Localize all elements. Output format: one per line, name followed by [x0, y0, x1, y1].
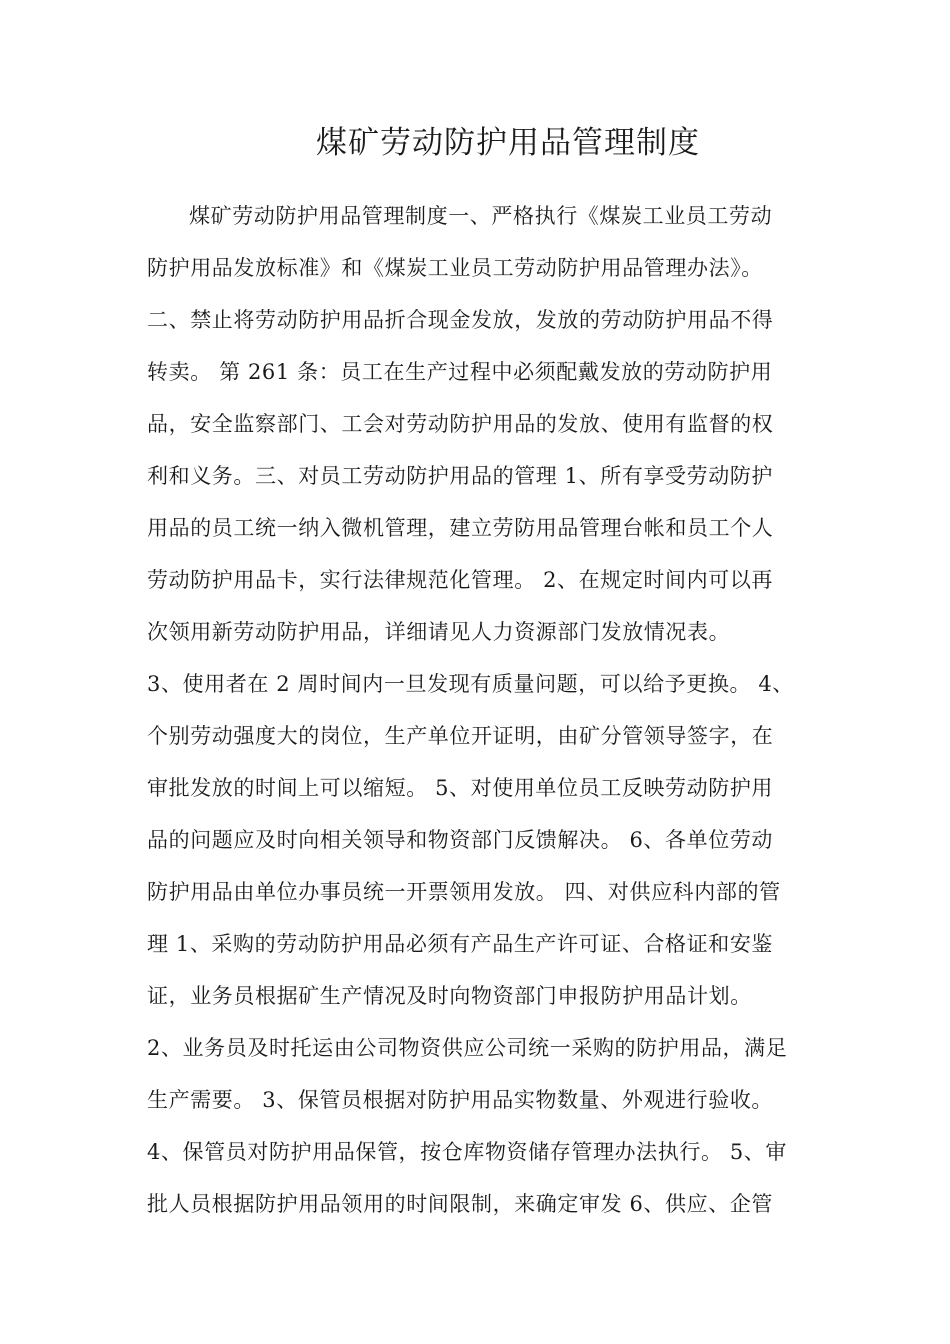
- body-line: 个别劳动强度大的岗位，生产单位开证明，由矿分管领导签字，在: [147, 724, 774, 748]
- body-line: 转卖。 第 261 条：员工在生产过程中必须配戴发放的劳动防护用: [147, 360, 773, 384]
- body-line: 防护用品由单位办事员统一开票领用发放。 四、对供应科内部的管: [147, 880, 781, 904]
- body-line: 利和义务。三、对员工劳动防护用品的管理 1、所有享受劳动防护: [147, 464, 774, 488]
- body-line: 理 1、采购的劳动防护用品必须有产品生产许可证、合格证和安鉴: [147, 932, 774, 956]
- body-line: 用品的员工统一纳入微机管理，建立劳防用品管理台帐和员工个人: [147, 516, 774, 540]
- body-line: 煤矿劳动防护用品管理制度一、严格执行《煤炭工业员工劳动: [189, 204, 773, 228]
- document-title: 煤矿劳动防护用品管理制度: [316, 125, 700, 161]
- body-line: 4、保管员对防护用品保管，按仓库物资储存管理办法执行。 5、审: [147, 1140, 787, 1164]
- body-line: 品，安全监察部门、工会对劳动防护用品的发放、使用有监督的权: [147, 412, 774, 436]
- body-line: 3、使用者在 2 周时间内一旦发现有质量问题，可以给予更换。 4、: [147, 672, 794, 696]
- body-line: 批人员根据防护用品领用的时间限制，来确定审发 6、供应、企管: [147, 1192, 774, 1216]
- body-line: 二、禁止将劳动防护用品折合现金发放，发放的劳动防护用品不得: [147, 308, 774, 332]
- body-line: 防护用品发放标准》和《煤炭工业员工劳动防护用品管理办法》。: [147, 256, 763, 280]
- body-line: 品的问题应及时向相关领导和物资部门反馈解决。 6、各单位劳动: [147, 828, 774, 852]
- body-line: 次领用新劳动防护用品，详细请见人力资源部门发放情况表。: [147, 620, 731, 644]
- body-line: 证，业务员根据矿生产情况及时向物资部门申报防护用品计划。: [147, 984, 752, 1008]
- body-line: 审批发放的时间上可以缩短。 5、对使用单位员工反映劳动防护用: [147, 776, 774, 800]
- body-line: 生产需要。 3、保管员根据对防护用品实物数量、外观进行验收。: [147, 1088, 774, 1112]
- document-body: [147, 190, 807, 1230]
- body-line: 2、业务员及时托运由公司物资供应公司统一采购的防护用品，满足: [147, 1036, 788, 1060]
- body-line: 劳动防护用品卡，实行法律规范化管理。 2、在规定时间内可以再: [147, 568, 774, 592]
